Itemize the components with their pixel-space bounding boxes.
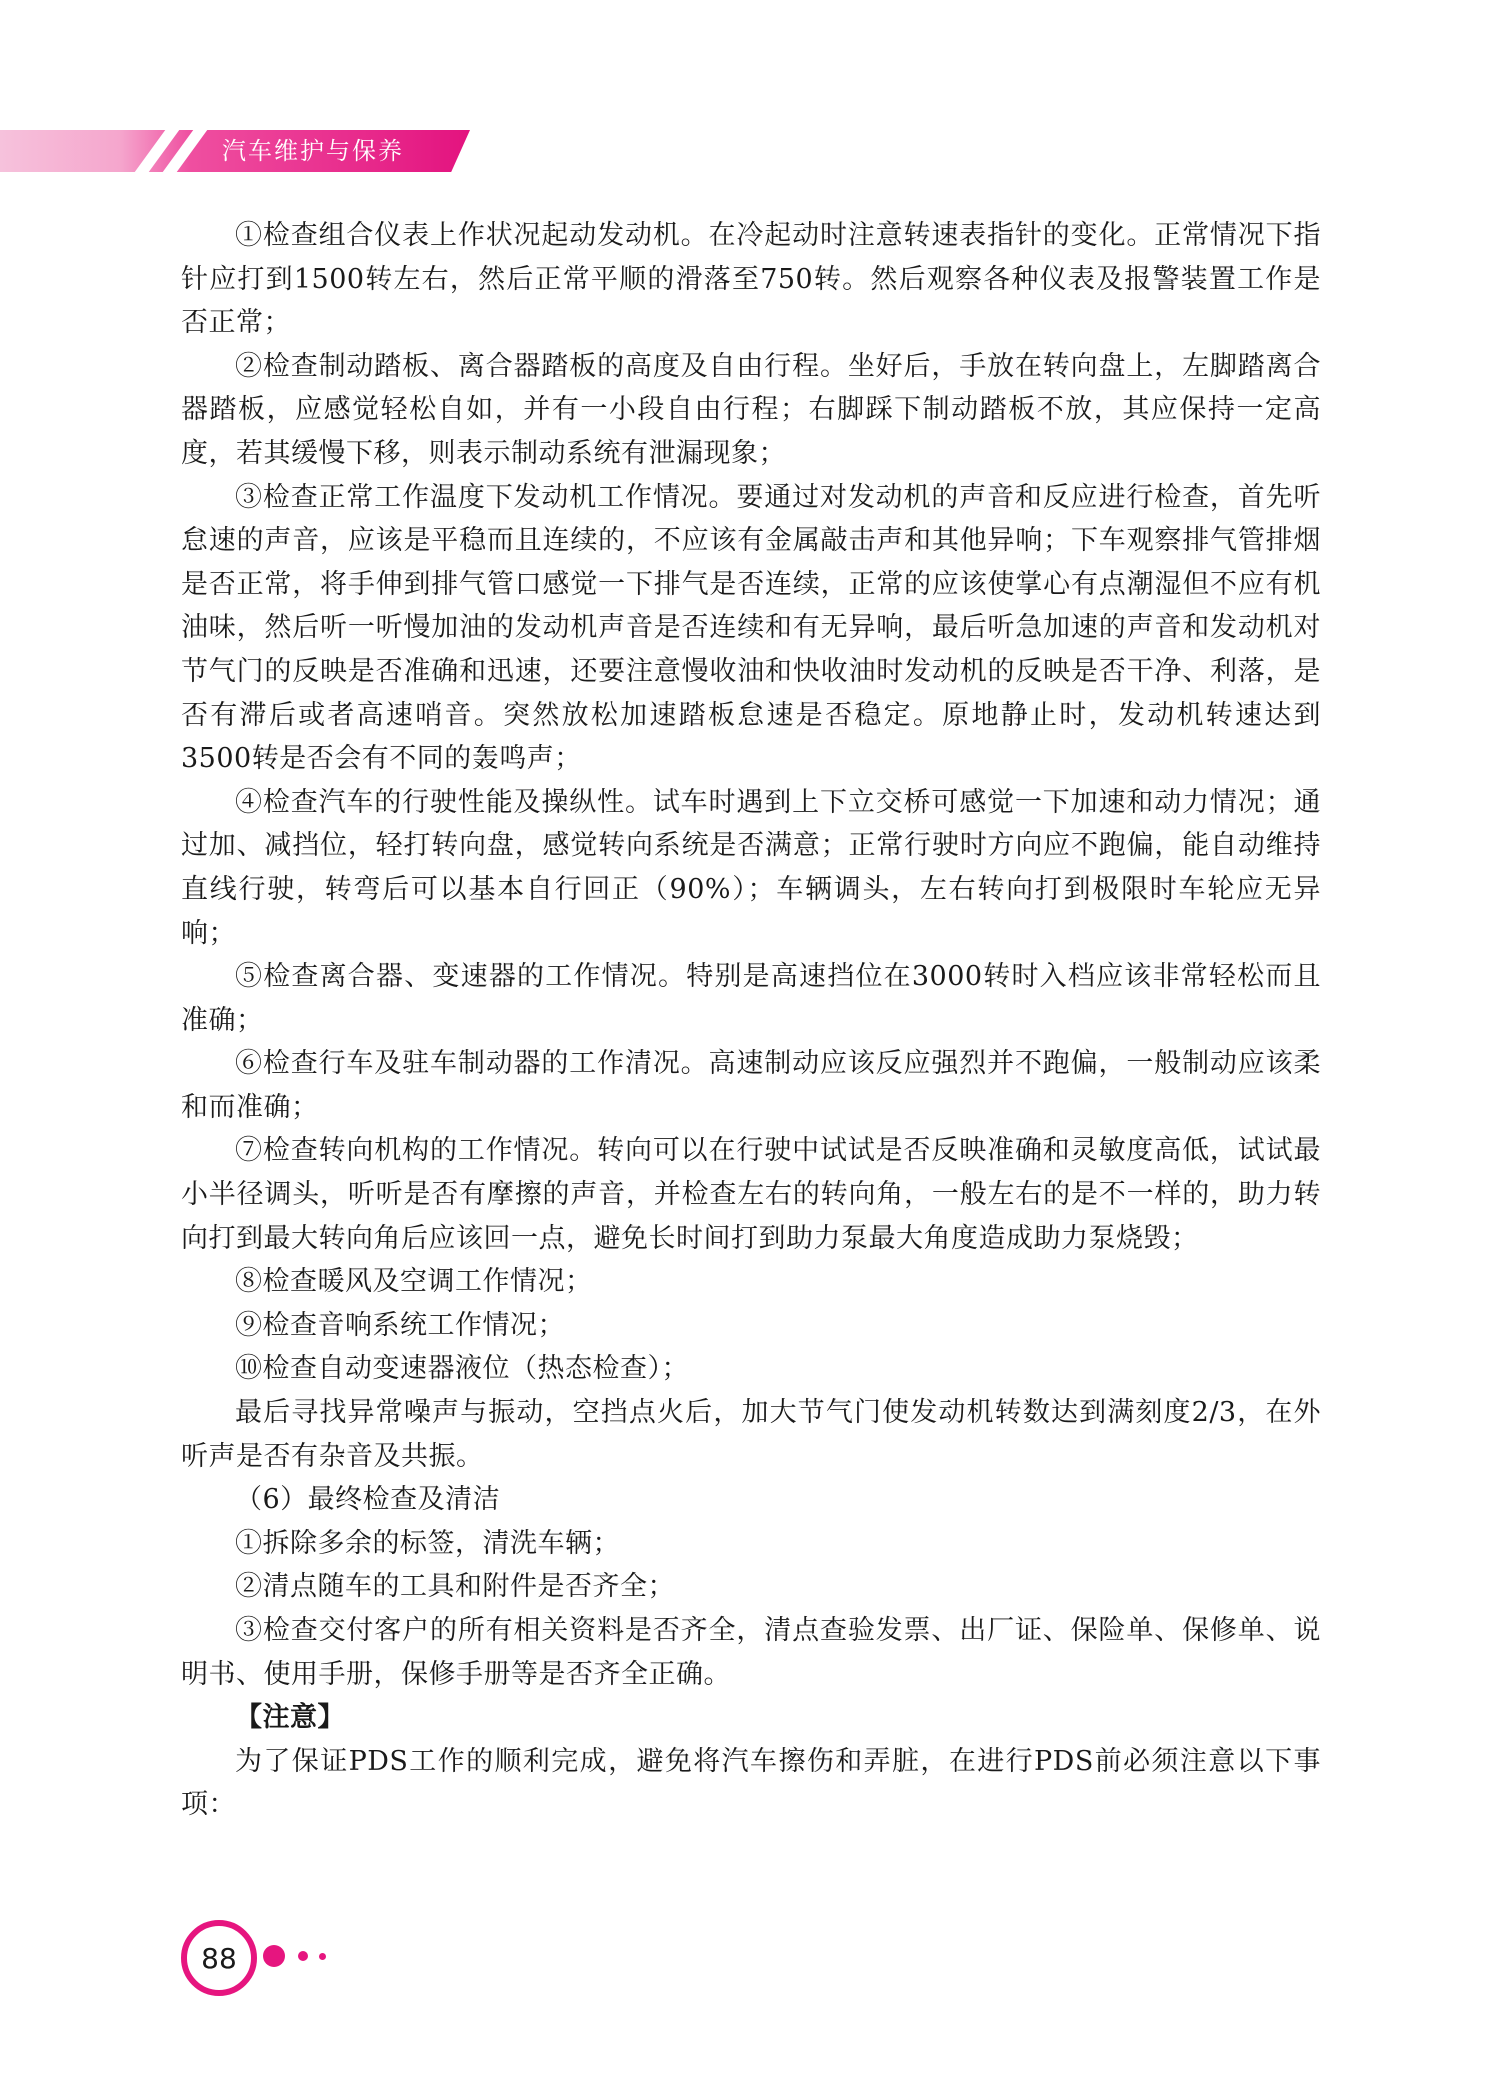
paragraph: ⑨检查音响系统工作情况； [235, 1309, 565, 1341]
subsection-heading: （6）最终检查及清洁 [235, 1484, 501, 1516]
paragraph: ⑧检查暖风及空调工作情况； [235, 1266, 593, 1298]
paragraph: ①拆除多余的标签，清洗车辆； [235, 1527, 620, 1559]
page-number-badge [181, 1920, 257, 1996]
decorative-dot-icon [263, 1945, 285, 1967]
paragraph: ②检查制动踏板、离合器踏板的高度及自由行程。坐好后，手放在转向盘上，左脚踏离合器踏板，应感觉轻松自如，并有一小段自由行程；右脚踩下制动踏板不放，其应保持一定高度，若其缓慢下移，则表示制动系统有泄漏现象； [181, 350, 1321, 469]
note-heading: 【注意】 [235, 1702, 345, 1734]
body-text [181, 214, 1321, 1827]
decorative-dot-icon [319, 1953, 326, 1960]
paragraph: ③检查交付客户的所有相关资料是否齐全，清点查验发票、出厂证、保险单、保修单、说明书、使用手册，保修手册等是否齐全正确。 [181, 1615, 1321, 1690]
note-text: 为了保证PDS工作的顺利完成，避免将汽车擦伤和弄脏，在进行PDS前必须注意以下事项： [181, 1745, 1321, 1821]
running-header-title: 汽车维护与保养 [222, 137, 404, 165]
paragraph: 最后寻找异常噪声与振动，空挡点火后，加大节气门使发动机转数达到满刻度2/3，在外听声是否有杂音及共振。 [181, 1397, 1321, 1472]
paragraph: ⑦检查转向机构的工作情况。转向可以在行驶中试试是否反映准确和灵敏度高低，试试最小半径调头，听听是否有摩擦的声音，并检查左右的转向角，一般左右的是不一样的，助力转向打到最大转向角后应该回一点，避免长时间打到助力泵最大角度造成助力泵烧毁； [181, 1135, 1321, 1254]
paragraph: ⑩检查自动变速器液位（热态检查）； [235, 1353, 689, 1385]
paragraph: ①检查组合仪表上作状况起动发动机。在冷起动时注意转速表指针的变化。正常情况下指针应打到1500转左右，然后正常平顺的滑落至750转。然后观察各种仪表及报警装置工作是否正常； [181, 220, 1321, 339]
page-number: 88 [201, 1941, 237, 1975]
paragraph: ⑥检查行车及驻车制动器的工作清况。高速制动应该反应强烈并不跑偏，一般制动应该柔和而准确； [181, 1048, 1321, 1123]
paragraph: ④检查汽车的行驶性能及操纵性。试车时遇到上下立交桥可感觉一下加速和动力情况；通过加、减挡位，轻打转向盘，感觉转向系统是否满意；正常行驶时方向应不跑偏，能自动维持直线行驶，转弯后可以基本自行回正（90%）；车辆调头，左右转向打到极限时车轮应无异响； [181, 786, 1321, 949]
decorative-dot-icon [298, 1951, 308, 1961]
paragraph: ⑤检查离合器、变速器的工作情况。特别是高速挡位在3000转时入档应该非常轻松而且准确； [181, 961, 1321, 1036]
paragraph: ②清点随车的工具和附件是否齐全； [235, 1571, 675, 1603]
paragraph: ③检查正常工作温度下发动机工作情况。要通过对发动机的声音和反应进行检查，首先听怠速的声音，应该是平稳而且连续的，不应该有金属敲击声和其他异响；下车观察排气管排烟是否正常，将手伸到排气管口感觉一下排气是否连续，正常的应该使掌心有点潮湿但不应有机油味，然后听一听慢加油的发动机声音是否连续和有无异响，最后听急加速的声音和发动机对节气门的反映是否准确和迅速，还要注意慢收油和快收油时发动机的反映是否干净、利落，是否有滞后或者高速哨音。突然放松加速踏板怠速是否稳定。原地静止时，发动机转速达到3500转是否会有不同的轰鸣声； [181, 481, 1321, 775]
